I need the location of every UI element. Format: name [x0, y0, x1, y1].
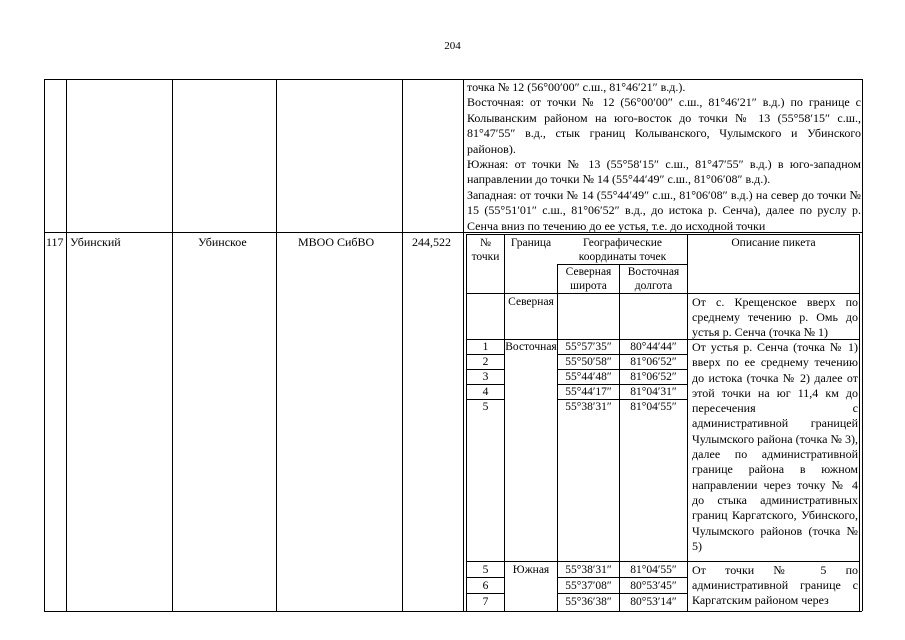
longitude: 80°53′14″: [630, 596, 677, 608]
header-description: Описание пикета: [731, 237, 816, 249]
latitude: 55°44′17″: [565, 386, 612, 398]
border-north: Северная: [508, 296, 554, 308]
latitude: 55°38′31″: [565, 401, 612, 413]
description-north: От с. Крещенское вверх по среднему течению р. Омь до устья р. Сенча (точка № 1): [692, 295, 858, 339]
border-east: Восточная: [505, 341, 557, 353]
header-longitude: Восточная долгота: [627, 266, 680, 292]
header-point-number: № точки: [471, 237, 500, 263]
point-number: 5: [482, 564, 489, 576]
point-number: 7: [482, 596, 489, 608]
desc-line-1: точка № 12 (56°00′00″ с.ш., 81°46′21″ в.д.).: [467, 80, 686, 94]
hunting-ground-name: Убинское: [198, 235, 247, 249]
latitude: 55°44′48″: [565, 371, 612, 383]
desc-west: Западная: от точки № 14 (55°44′49″ с.ш., 81°06′08″ в.д.) на север до точки № 15 (55°51′01″ с.ш., 81°06′52″ в.д., до истока р. Сенча), далее по руслу р. Сенча вниз по течению до ее устья, т.е. до исходной точки: [467, 187, 861, 233]
row-number: 117: [46, 235, 64, 249]
point-number: 6: [482, 580, 489, 592]
border-south: Южная: [512, 564, 550, 576]
longitude: 81°04′31″: [630, 386, 677, 398]
longitude: 80°44′44″: [630, 341, 677, 353]
point-number: 1: [482, 341, 489, 353]
latitude: 55°57′35″: [565, 341, 612, 353]
header-border: Граница: [510, 237, 552, 249]
table-bottom-border: [44, 611, 862, 612]
header-latitude: Северная широта: [565, 266, 612, 292]
desc-east: Восточная: от точки № 12 (56°00′00″ с.ш., 81°46′21″ в.д.) по границе с Колыванским районом на юго-восток до точки № 13 (55°58′15″ с.ш., 81°47′55″ в.д., стык границ Колыванского, Чулымского и Убинского районов).: [467, 95, 861, 156]
point-number: 4: [482, 386, 489, 398]
district-name: Убинский: [70, 235, 121, 249]
latitude: 55°36′38″: [565, 596, 612, 608]
description-south: От точки № 5 по административной границе с Каргатским районом через: [692, 563, 858, 607]
area-value: 244,522: [412, 235, 451, 249]
longitude: 80°53′45″: [630, 580, 677, 592]
longitude: 81°06′52″: [630, 356, 677, 368]
latitude: 55°37′08″: [565, 580, 612, 592]
desc-south: Южная: от точки № 13 (55°58′15″ с.ш., 81°47′55″ в.д.) в юго-западном направлении до точки № 14 (55°44′49″ с.ш., 81°06′08″ в.д.).: [467, 157, 861, 187]
prev-row-description: [467, 80, 861, 234]
longitude: 81°04′55″: [630, 564, 677, 576]
header-coordinates: Географические координаты точек: [578, 237, 667, 263]
description-east: От устья р. Сенча (точка № 1) вверх по ее среднему течению до истока (точка № 2) далее от этой точки на юг 11,4 км до пересечения с административной границей Чулымского района (точка № 3), далее по административной границе района в южном направлении через точку № 4 до стыка административных границ Каргатского, Убинского, Чулымского районов (точка № 5): [692, 340, 858, 553]
latitude: 55°38′31″: [565, 564, 612, 576]
latitude: 55°50′58″: [565, 356, 612, 368]
point-number: 3: [482, 371, 489, 383]
longitude: 81°04′55″: [630, 401, 677, 413]
point-number: 2: [482, 356, 489, 368]
organization-name: МВОО СибВО: [298, 235, 375, 249]
page-number: 204: [444, 40, 461, 52]
point-number: 5: [482, 401, 489, 413]
longitude: 81°06′52″: [630, 371, 677, 383]
